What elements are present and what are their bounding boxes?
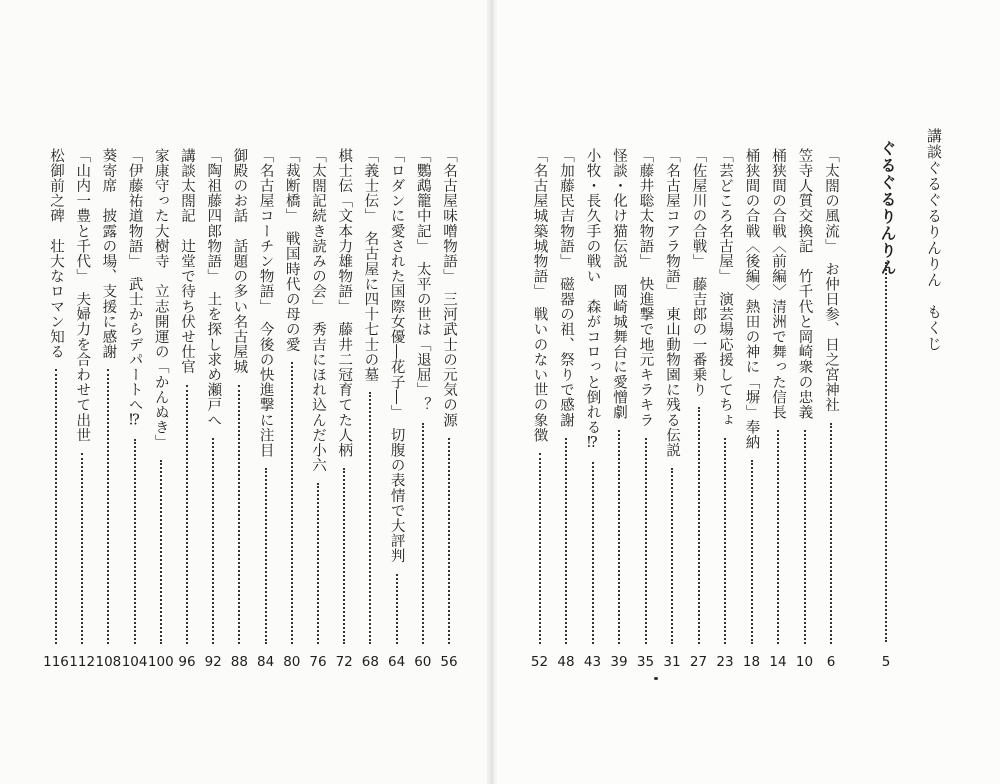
toc-entry-page-number: 27 bbox=[689, 654, 708, 670]
toc-entry-title: 御殿のお話 話題の多い名古屋城 bbox=[231, 148, 248, 375]
toc-entry-title: 「ロダンに愛された国際女優―花子―」 切腹の表情で大評判 bbox=[388, 148, 405, 564]
toc-entry-title: 「義士伝」 名古屋に四十七士の墓 bbox=[362, 148, 379, 383]
leader-dots bbox=[186, 385, 190, 645]
leader-dots bbox=[265, 468, 269, 644]
toc-entry-page-number: 43 bbox=[583, 654, 602, 670]
toc-entry-title: 「加藤民吉物語」 磁器の祖、祭りで感謝 bbox=[558, 148, 574, 428]
toc-entry-title: 小牧・長久手の戦い 森がコロっと倒れる⁉ bbox=[584, 148, 601, 452]
leader-dots bbox=[698, 407, 702, 644]
toc-entry bbox=[688, 148, 710, 770]
toc-entry-page-number: 108 bbox=[95, 654, 122, 670]
toc-entry bbox=[228, 148, 250, 770]
toc-entry-page-number: 76 bbox=[309, 654, 327, 670]
toc-entry-title: 「名古屋城築城物語」 戦いのない世の象徴 bbox=[531, 148, 548, 443]
leader-dots bbox=[81, 453, 85, 644]
toc-entry-page-number: 48 bbox=[557, 654, 575, 670]
leader-dots bbox=[804, 430, 808, 644]
leader-dots bbox=[448, 438, 452, 644]
toc-entry bbox=[69, 148, 96, 770]
toc-entry-title: 怪談・化け猫伝説 岡崎城舞台に愛憎劇 bbox=[611, 148, 627, 420]
toc-entry-title: 「名古屋コアラ物語」 東山動物園に残る伝説 bbox=[664, 148, 680, 458]
toc-entry bbox=[359, 148, 381, 770]
toc-entry-page-number: 23 bbox=[716, 654, 734, 670]
toc-entry bbox=[255, 148, 277, 770]
toc-entry-title: 家康守った大樹寺 立志開運の「かんぬき」 bbox=[152, 148, 169, 450]
toc-entry bbox=[714, 148, 736, 770]
toc-entry bbox=[307, 148, 329, 770]
section-page-number: 5 bbox=[881, 654, 891, 670]
toc-entry bbox=[555, 148, 577, 770]
toc-entry bbox=[45, 148, 67, 770]
toc-entry-title: 「太閤の風流」 お仲日参、日之宮神社 bbox=[823, 148, 839, 413]
leader-dots bbox=[212, 438, 216, 644]
toc-entry-page-number: 80 bbox=[283, 654, 301, 670]
leader-dots bbox=[317, 483, 321, 644]
toc-entry-title: 松御前之碑 壮大なロマン知る bbox=[48, 148, 64, 360]
toc-entry-title: 桶狭間の合戦〈後編〉熱田の神に「塀」奉納 bbox=[743, 148, 760, 450]
toc-entry-title: 葵寄席 披露の場、支援に感謝 bbox=[100, 148, 117, 360]
toc-entry-title: 「陶祖藤四郎物語」 土を探し求め瀬戸へ bbox=[205, 148, 222, 428]
toc-entry-title: 「芸どころ名古屋」 演芸場応援してちょ bbox=[717, 148, 733, 428]
leader-dots bbox=[160, 460, 164, 644]
toc-entry-title: 講談太閤記 辻堂で待ち伏せ仕官 bbox=[179, 148, 195, 375]
toc-entry-page-number: 60 bbox=[414, 654, 432, 670]
leader-dots bbox=[422, 423, 426, 644]
leader-dots bbox=[291, 362, 295, 644]
toc-entry bbox=[767, 148, 789, 770]
toc-entry bbox=[608, 148, 630, 770]
toc-entry-page-number: 116 bbox=[43, 654, 69, 670]
toc-entry bbox=[661, 148, 683, 770]
toc-entry-page-number: 112 bbox=[69, 654, 96, 670]
toc-entry-page-number: 31 bbox=[663, 654, 681, 670]
toc-entry-page-number: 92 bbox=[204, 654, 222, 670]
toc-entry-page-number: 64 bbox=[388, 654, 406, 670]
toc-entry bbox=[794, 148, 816, 770]
toc-entry-page-number: 14 bbox=[769, 654, 787, 670]
toc-entry bbox=[386, 148, 408, 770]
toc-entry bbox=[412, 148, 434, 770]
leader-dots bbox=[751, 460, 755, 644]
toc-entry-title: 「山内一豊と千代」 夫婦力を合わせて出世 bbox=[74, 148, 91, 443]
leader-dots bbox=[134, 439, 138, 644]
toc-entry-title: 「裁断橋」 戦国時代の母の愛 bbox=[283, 148, 300, 353]
toc-entry-title: 「名古屋コーチン物語」 今後の快進撃に注目 bbox=[257, 148, 274, 458]
leader-dots bbox=[618, 430, 622, 644]
toc-entry-page-number: 39 bbox=[610, 654, 628, 670]
toc-entry-page-number: 68 bbox=[361, 654, 379, 670]
toc-entry-title: 「佐屋川の合戦」 藤吉郎の一番乗り bbox=[690, 148, 707, 398]
leader-dots bbox=[369, 392, 373, 644]
toc-entry bbox=[281, 148, 303, 770]
toc-entry bbox=[202, 148, 224, 770]
toc-entry-title: 「名古屋味噌物語」 三河武士の元気の源 bbox=[441, 148, 457, 428]
leader-dots bbox=[830, 423, 834, 644]
toc-entry bbox=[438, 148, 460, 770]
leader-dots bbox=[885, 262, 887, 642]
toc-entry-title: 桶狭間の合戦〈前編〉清洲で舞った信長 bbox=[770, 148, 786, 420]
toc-entry-title: 笠寺人質交換記 竹千代と岡崎衆の忠義 bbox=[796, 148, 813, 420]
leader-dots bbox=[55, 369, 59, 644]
toc-entry bbox=[529, 148, 551, 770]
toc-title: 講談ぐるぐるりんりん もくじ bbox=[925, 128, 943, 352]
toc-entry bbox=[176, 148, 198, 770]
leader-dots bbox=[645, 438, 649, 644]
toc-entry-page-number: 104 bbox=[121, 654, 148, 670]
toc-entry-page-number: 72 bbox=[335, 654, 353, 670]
toc-entry-page-number: 56 bbox=[440, 654, 458, 670]
toc-entry bbox=[147, 148, 174, 770]
toc-entry-title: 「伊藤祐道物語」 武士からデパートへ⁉ bbox=[126, 148, 143, 430]
leader-dots bbox=[107, 369, 111, 644]
toc-entry bbox=[95, 148, 122, 770]
toc-entry-page-number: 88 bbox=[230, 654, 248, 670]
leader-dots bbox=[343, 468, 347, 644]
leader-dots bbox=[539, 453, 543, 644]
leader-dots bbox=[592, 462, 596, 645]
toc-entry-page-number: 10 bbox=[795, 654, 814, 670]
toc-entry-page-number: 100 bbox=[147, 654, 174, 670]
toc-entry bbox=[121, 148, 148, 770]
toc-entry-page-number: 35 bbox=[636, 654, 655, 670]
toc-entry bbox=[582, 148, 604, 770]
toc-entry-page-number: 96 bbox=[178, 654, 196, 670]
leader-dots bbox=[724, 438, 728, 644]
toc-entry-page-number: 18 bbox=[742, 654, 761, 670]
toc-entry-page-number: 52 bbox=[530, 654, 549, 670]
book-gutter bbox=[487, 0, 497, 784]
toc-entry-title: 棋士伝「文本力雄物語」 藤井二冠育てた人柄 bbox=[336, 148, 353, 458]
leader-dots bbox=[565, 438, 569, 644]
toc-entry-title: 「鸚鵡籠中記」 太平の世は「退屈」？ bbox=[414, 148, 431, 413]
toc-entry-page-number: 84 bbox=[257, 654, 275, 670]
leader-dots bbox=[777, 430, 781, 644]
toc-entry-title: 「太閤記続き読みの会」 秀吉にほれ込んだ小六 bbox=[310, 148, 326, 473]
toc-entry bbox=[333, 148, 355, 770]
print-speck bbox=[654, 677, 658, 680]
leader-dots bbox=[238, 385, 242, 645]
toc-entry bbox=[635, 148, 657, 770]
leader-dots bbox=[396, 574, 400, 644]
toc-entry bbox=[820, 148, 842, 770]
toc-entry-title: 「藤井聡太物語」 快進撃で地元キラキラ bbox=[637, 148, 654, 428]
leader-dots bbox=[671, 468, 675, 644]
toc-entry-page-number: 6 bbox=[826, 654, 836, 670]
toc-entry bbox=[741, 148, 763, 770]
section-title: ぐるぐるりんりん bbox=[878, 140, 897, 276]
